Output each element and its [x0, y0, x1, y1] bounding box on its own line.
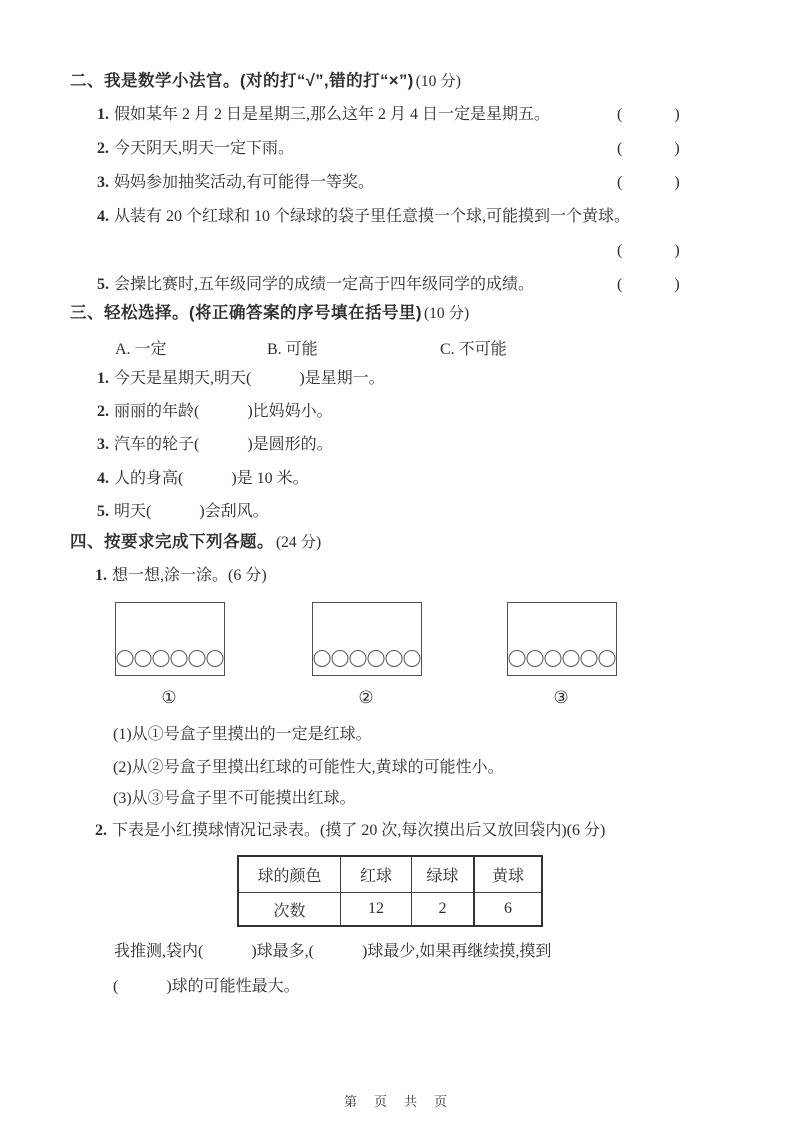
answer-blank-2: ( )	[617, 140, 681, 157]
ball-circle	[563, 650, 580, 667]
ball-circle	[135, 650, 152, 667]
ball-circle	[509, 650, 526, 667]
question-number: 1.	[97, 370, 109, 387]
answer-blank-1: ( )	[617, 106, 681, 123]
question-text: 汽车的轮子( )是圆形的。	[114, 436, 333, 453]
inference-line-2: ( )球的可能性最大。	[113, 978, 300, 995]
s2-question-2	[97, 139, 294, 159]
section3-score: (10 分)	[424, 305, 470, 322]
question-text: 妈妈参加抽奖活动,有可能得一等奖。	[114, 174, 375, 191]
box-label-3: ③	[553, 688, 569, 707]
ball-circle	[171, 650, 188, 667]
ball-box-2	[312, 602, 422, 676]
inference-line-1: 我推测,袋内( )球最多,( )球最少,如果再继续摸,摸到	[114, 943, 552, 960]
s4-item-2	[95, 821, 605, 841]
s4-sub-1: (1)从①号盒子里摸出的一定是红球。	[113, 726, 372, 743]
table-data-row	[238, 893, 542, 927]
s4-sub-2: (2)从②号盒子里摸出红球的可能性大,黄球的可能性小。	[113, 759, 504, 776]
ball-circle	[527, 650, 544, 667]
item-text: 下表是小红摸球情况记录表。(摸了 20 次,每次摸出后又放回袋内)(6 分)	[112, 822, 606, 839]
question-number: 3.	[97, 436, 109, 453]
ball-circle	[350, 650, 367, 667]
item-number: 2.	[95, 822, 107, 839]
table-header-row	[238, 856, 542, 893]
question-text: 会操比赛时,五年级同学的成绩一定高于四年级同学的成绩。	[114, 276, 535, 293]
ball-box-3	[507, 602, 617, 676]
question-text: 假如某年 2 月 2 日是星期三,那么这年 2 月 4 日一定是星期五。	[114, 106, 551, 123]
option-a: A. 一定	[115, 341, 167, 358]
table-header-cell: 球的颜色	[238, 856, 341, 893]
answer-blank-4: ( )	[617, 242, 681, 259]
ball-circle	[332, 650, 349, 667]
ball-circle	[117, 650, 134, 667]
option-b: B. 可能	[267, 341, 318, 358]
section2-header	[70, 71, 461, 92]
question-number: 2.	[97, 140, 109, 157]
section4-score: (24 分)	[276, 534, 322, 551]
s2-question-3	[97, 173, 374, 193]
ball-circle	[207, 650, 224, 667]
s2-question-4	[97, 207, 630, 227]
table-header-cell: 黄球	[474, 856, 542, 893]
question-number: 4.	[97, 208, 109, 225]
item-number: 1.	[95, 567, 107, 584]
table-header-cell: 绿球	[412, 856, 475, 893]
section3-title: 三、轻松选择。(将正确答案的序号填在括号里)	[70, 304, 422, 322]
ball-row	[314, 650, 421, 667]
section2-title: 二、我是数学小法官。(对的打“√”,错的打“×”)	[70, 72, 414, 90]
table-header-cell: 红球	[341, 856, 412, 893]
s4-sub-3: (3)从③号盒子里不可能摸出红球。	[113, 790, 356, 807]
s3-question-4	[97, 469, 309, 489]
s3-question-3	[97, 435, 333, 455]
ball-circle	[581, 650, 598, 667]
question-text: 今天阴天,明天一定下雨。	[114, 140, 295, 157]
section3-header	[70, 303, 469, 324]
ball-circle	[314, 650, 331, 667]
box-label-1: ①	[161, 688, 177, 707]
question-text: 明天( )会刮风。	[114, 503, 269, 520]
record-table	[237, 855, 543, 927]
section4-title: 四、按要求完成下列各题。	[70, 533, 274, 551]
s3-question-5	[97, 502, 269, 522]
question-text: 从装有 20 个红球和 10 个绿球的袋子里任意摸一个球,可能摸到一个黄球。	[114, 208, 631, 225]
table-cell: 6	[474, 893, 542, 927]
ball-circle	[153, 650, 170, 667]
section2-score: (10 分)	[415, 73, 461, 90]
question-text: 人的身高( )是 10 米。	[114, 470, 309, 487]
table-cell: 次数	[238, 893, 341, 927]
question-number: 1.	[97, 106, 109, 123]
page-footer: 第 页 共 页	[343, 1094, 449, 1109]
answer-blank-3: ( )	[617, 174, 681, 191]
s3-question-1	[97, 369, 385, 389]
option-c: C. 不可能	[440, 341, 507, 358]
question-number: 2.	[97, 403, 109, 420]
ball-box-1	[115, 602, 225, 676]
ball-circle	[599, 650, 616, 667]
question-number: 5.	[97, 276, 109, 293]
s2-question-1	[97, 105, 550, 125]
item-text: 想一想,涂一涂。(6 分)	[112, 567, 267, 584]
box-label-2: ②	[358, 688, 374, 707]
question-number: 3.	[97, 174, 109, 191]
table-cell: 12	[341, 893, 412, 927]
ball-circle	[368, 650, 385, 667]
answer-blank-5: ( )	[617, 276, 681, 293]
ball-circle	[404, 650, 421, 667]
ball-circle	[545, 650, 562, 667]
section4-header	[70, 532, 321, 553]
ball-row	[117, 650, 224, 667]
ball-row	[509, 650, 616, 667]
s3-question-2	[97, 402, 333, 422]
question-number: 5.	[97, 503, 109, 520]
s2-question-5	[97, 275, 534, 295]
question-number: 4.	[97, 470, 109, 487]
ball-circle	[386, 650, 403, 667]
question-text: 今天是星期天,明天( )是星期一。	[114, 370, 385, 387]
ball-circle	[189, 650, 206, 667]
table-cell: 2	[412, 893, 475, 927]
question-text: 丽丽的年龄( )比妈妈小。	[114, 403, 333, 420]
s4-item-1	[95, 566, 267, 586]
